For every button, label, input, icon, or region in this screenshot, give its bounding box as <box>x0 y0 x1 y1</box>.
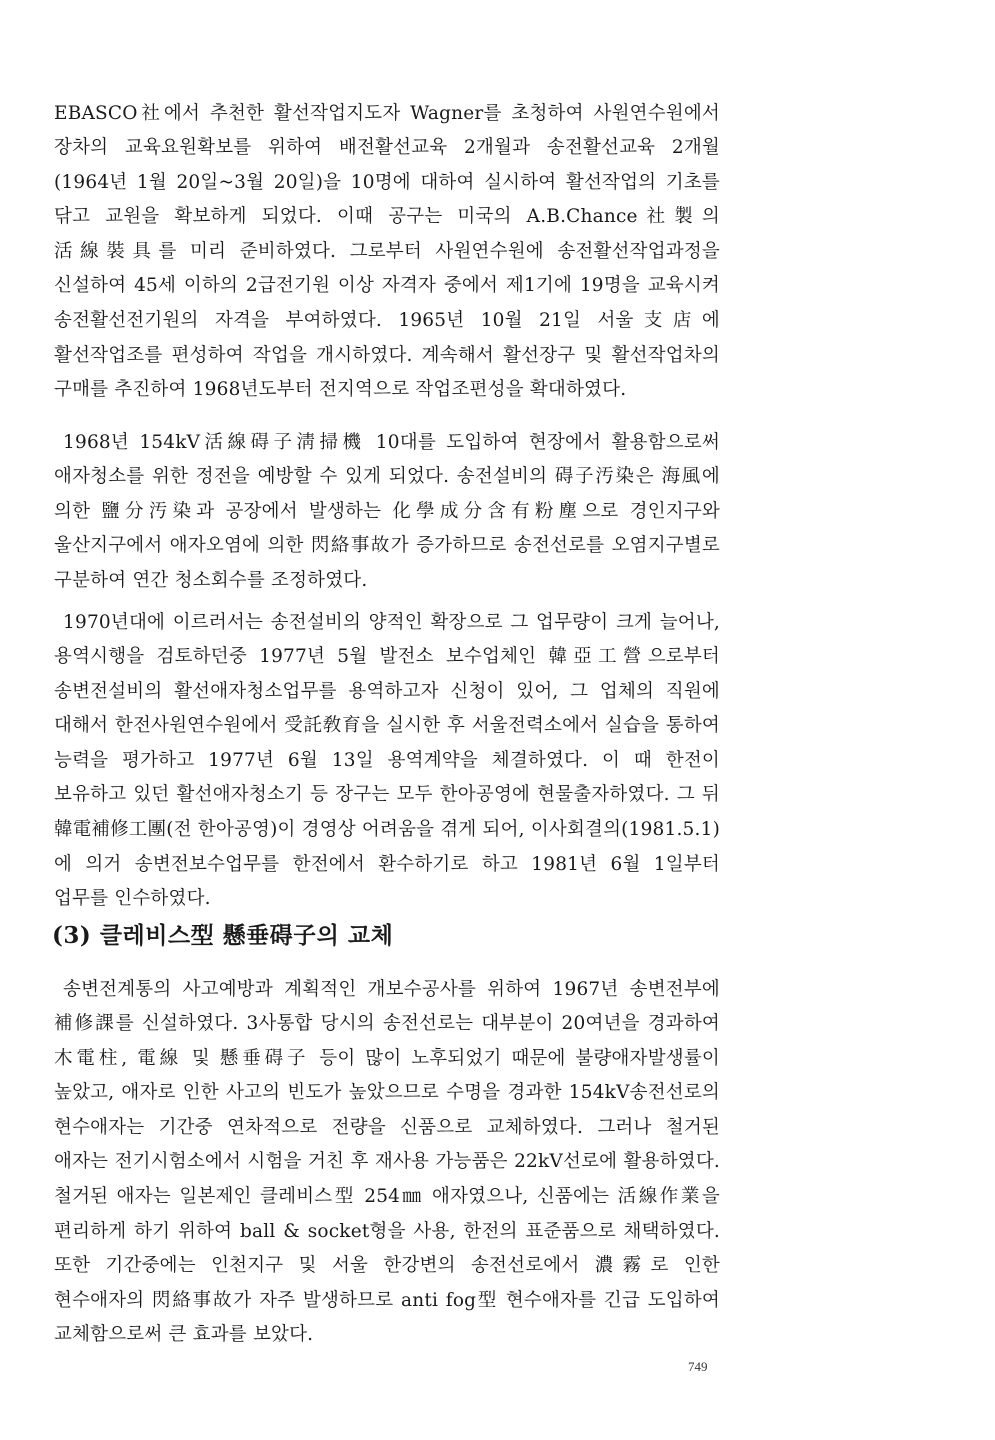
body-paragraph-3: 1970년대에 이르러서는 송전설비의 양적인 확장으로 그 업무량이 크게 늘어나, 용역시행을 검토하던중 1977년 5월 발전소 보수업체인 韓亞工營으로부터 송변전설비의 활선애자청소업무를 용역하고자 신청이 있어, 그 업체의 직원에 대해서 한전사원연수원에서 受託敎育을 실시한 후 서울전력소에서 실습을 통하여 능력을 평가하고 1977년 6월 13일 용역계약을 체결하였다. 이 때 한전이 보유하고 있던 활선애자청소기 등 장구는 모두 한아공영에 현물출자하였다. 그 뒤 韓電補修工團(전 한아공영)이 경영상 어려움을 겪게 되어, 이사회결의(1981.5.1)에 의거 송변전보수업무를 한전에서 환수하기로 하고 1981년 6월 1일부터 업무를 인수하였다. <box>54 611 720 910</box>
body-paragraph-2: 1968년 154kV活線碍子淸掃機 10대를 도입하여 현장에서 활용함으로써 애자청소를 위한 정전을 예방할 수 있게 되었다. 송전설비의 碍子汚染은 海風에 의한 鹽分汚染과 공장에서 발생하는 化學成分含有粉塵으로 경인지구와 울산지구에서 애자오염에 의한 閃絡事故가 증가하므로 송전선로를 오염지구별로 구분하여 연간 청소회수를 조정하였다. <box>54 431 720 591</box>
body-paragraph-1: EBASCO社에서 추천한 활선작업지도자 Wagner를 초청하여 사원연수원에서 장차의 교육요원확보를 위하여 배전활선교육 2개월과 송전활선교육 2개월(1964년 1월 20일~3월 20일)을 10명에 대하여 실시하여 활선작업의 기초를 닦고 교원을 확보하게 되었다. 이때 공구는 미국의 A.B.Chance社製의 活線裝具를 미리 준비하였다. 그로부터 사원연수원에 송전활선작업과정을 신설하여 45세 이하의 2급전기원 이상 자격자 중에서 제1기에 19명을 교육시켜 송전활선전기원의 자격을 부여하였다. 1965년 10월 21일 서울支店에 활선작업조를 편성하여 작업을 개시하였다. 계속해서 활선장구 및 활선작업차의 구매를 추진하여 1968년도부터 전지역으로 작업조편성을 확대하였다. <box>54 102 720 401</box>
body-paragraph-4: 송변전계통의 사고예방과 계획적인 개보수공사를 위하여 1967년 송변전부에 補修課를 신설하였다. 3사통합 당시의 송전선로는 대부분이 20여년을 경과하여 木電柱, 電線 및 懸垂碍子 등이 많이 노후되었기 때문에 불량애자발생률이 높았고, 애자로 인한 사고의 빈도가 높았으므로 수명을 경과한 154kV송전선로의 현수애자는 기간중 연차적으로 전량을 신품으로 교체하였다. 그러나 철거된 애자는 전기시험소에서 시험을 거친 후 재사용 가능품은 22kV선로에 활용하였다. 철거된 애자는 일본제인 클레비스型 254㎜ 애자였으나, 신품에는 活線作業을 편리하게 하기 위하여 ball & socket형을 사용, 한전의 표준품으로 채택하였다. 또한 기간중에는 인천지구 및 서울 한강변의 송전선로에서 濃霧로 인한 현수애자의 閃絡事故가 자주 발생하므로 anti fog型 현수애자를 긴급 도입하여 교체함으로써 큰 효과를 보았다. <box>54 978 720 1346</box>
page-number: 749 <box>688 1359 708 1374</box>
section-heading: (3) 클레비스型 懸垂碍子의 교체 <box>52 922 394 950</box>
